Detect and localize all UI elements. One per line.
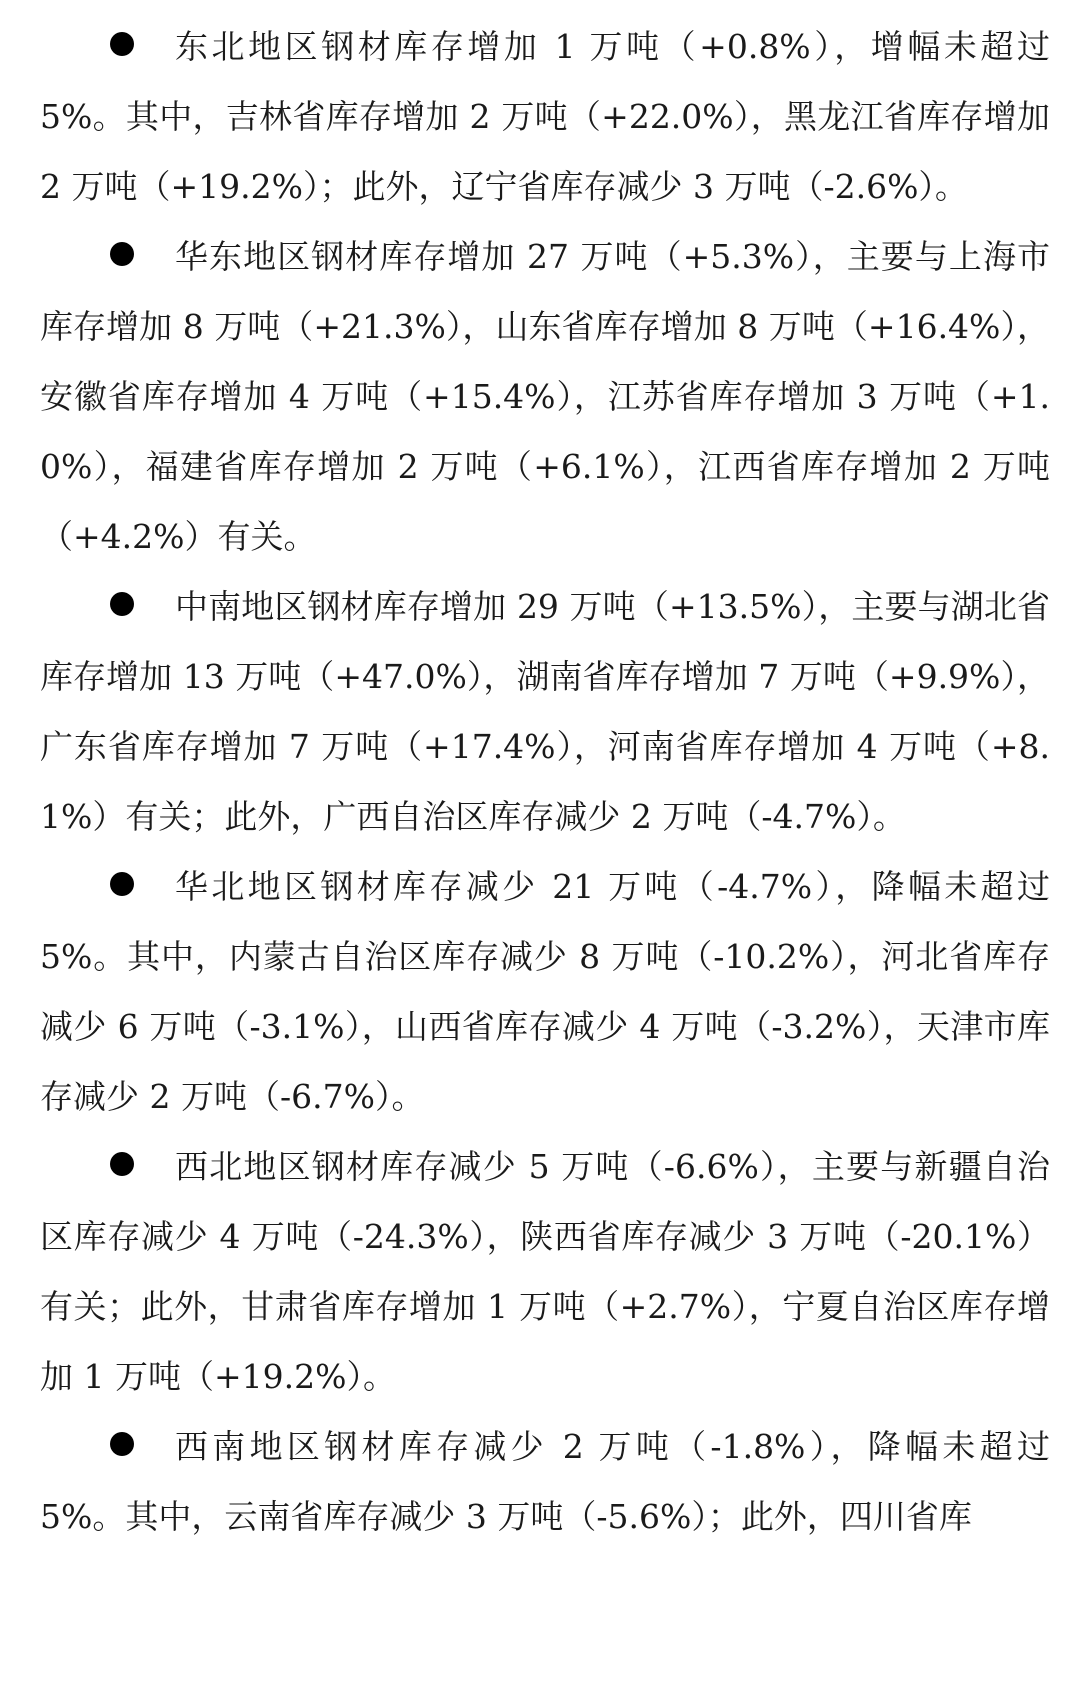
paragraph-east — [40, 222, 1050, 572]
paragraph-northwest — [40, 1132, 1050, 1412]
paragraph-text: 西北地区钢材库存减少 5 万吨（-6.6%），主要与新疆自治区库存减少 4 万吨（-24.3%），陕西省库存减少 3 万吨（-20.1%）有关；此外，甘肃省库存增加 1 万吨（+2.7%），宁夏自治区库存增加 1 万吨（+19.2%）。 — [40, 1147, 1050, 1396]
bullet-icon — [110, 1152, 134, 1176]
bullet-icon — [110, 872, 134, 896]
bullet-icon — [110, 592, 134, 616]
bullet-icon — [110, 32, 134, 56]
paragraph-text: 东北地区钢材库存增加 1 万吨（+0.8%），增幅未超过 5%。其中，吉林省库存增加 2 万吨（+22.0%），黑龙江省库存增加 2 万吨（+19.2%）；此外，辽宁省库存减少 3 万吨（-2.6%）。 — [40, 27, 1050, 206]
paragraph-north — [40, 852, 1050, 1132]
paragraph-text: 西南地区钢材库存减少 2 万吨（-1.8%），降幅未超过 5%。其中，云南省库存减少 3 万吨（-5.6%）；此外，四川省库 — [40, 1427, 1050, 1536]
paragraph-text: 华东地区钢材库存增加 27 万吨（+5.3%），主要与上海市库存增加 8 万吨（+21.3%），山东省库存增加 8 万吨（+16.4%），安徽省库存增加 4 万吨（+15.4%），江苏省库存增加 3 万吨（+1.0%），福建省库存增加 2 万吨（+6.1%），江西省库存增加 2 万吨（+4.2%）有关。 — [40, 237, 1050, 556]
paragraph-text: 中南地区钢材库存增加 29 万吨（+13.5%），主要与湖北省库存增加 13 万吨（+47.0%），湖南省库存增加 7 万吨（+9.9%），广东省库存增加 7 万吨（+17.4%），河南省库存增加 4 万吨（+8.1%）有关；此外，广西自治区库存减少 2 万吨（-4.7%）。 — [40, 587, 1050, 836]
paragraph-northeast — [40, 12, 1050, 222]
paragraph-text: 华北地区钢材库存减少 21 万吨（-4.7%），降幅未超过 5%。其中，内蒙古自治区库存减少 8 万吨（-10.2%），河北省库存减少 6 万吨（-3.1%），山西省库存减少 4 万吨（-3.2%），天津市库存减少 2 万吨（-6.7%）。 — [40, 867, 1050, 1116]
document-body — [40, 12, 1050, 1552]
paragraph-central-south — [40, 572, 1050, 852]
bullet-icon — [110, 242, 134, 266]
paragraph-southwest — [40, 1412, 1050, 1552]
bullet-icon — [110, 1432, 134, 1456]
